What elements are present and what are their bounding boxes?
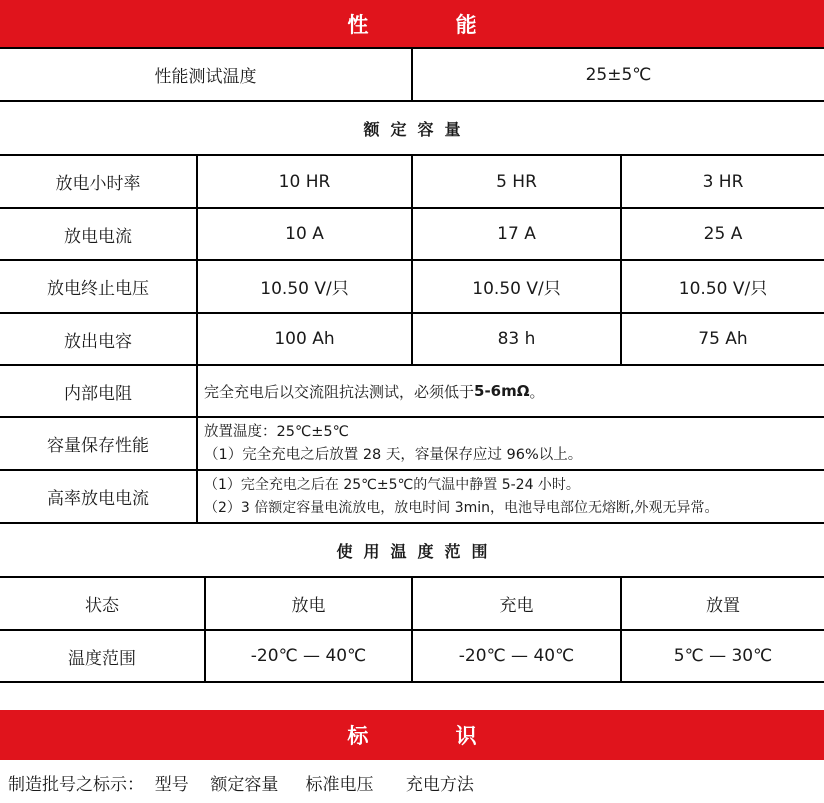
performance-banner: 性 能 — [0, 0, 824, 47]
table-cell: 17 A — [497, 224, 536, 244]
table-cell: 10.50 V/只 — [260, 279, 349, 299]
row-label: 放电电流 — [64, 226, 132, 247]
table-cell: 100 Ah — [274, 329, 335, 349]
table-cell: 10.50 V/只 — [472, 279, 561, 299]
table-cell: 状态 — [85, 596, 119, 616]
capacity-retention-label: 容量保存性能 — [47, 436, 149, 456]
capacity-retention-text — [198, 418, 824, 469]
row-label: 放电终止电压 — [47, 279, 149, 299]
table-cell: 放电 — [291, 596, 326, 616]
rated-capacity-heading: 额定容量 — [363, 119, 472, 139]
capacity-retention-line: 放置温度：25℃±5℃ — [204, 423, 349, 440]
table-cell: 5℃ — 30℃ — [673, 646, 773, 666]
internal-resistance-suffix: 。 — [529, 382, 545, 401]
table-cell: 25 A — [703, 224, 743, 244]
table-cell: 75 Ah — [698, 329, 748, 349]
internal-resistance-text — [198, 366, 824, 416]
table-cell: -20℃ — 40℃ — [458, 646, 575, 666]
internal-resistance-prefix: 完全充电后以交流阻抗法测试，必须低于 — [204, 382, 475, 401]
table-cell: 放置 — [706, 596, 740, 616]
internal-resistance-label: 内部电阻 — [64, 383, 132, 404]
table-cell: 3 HR — [702, 171, 744, 192]
table-cell: -20℃ — 40℃ — [250, 646, 367, 666]
high-rate-label: 高率放电电流 — [47, 489, 149, 509]
row-label: 放出电容 — [64, 331, 132, 352]
table-cell: 10 HR — [278, 171, 331, 192]
table-cell: 充电 — [499, 596, 534, 616]
table-cell: 83 h — [497, 329, 536, 349]
temp-range-heading: 使用温度范围 — [336, 541, 499, 561]
test-temp-value: 25±5℃ — [585, 64, 652, 85]
internal-resistance-value: 5-6mΩ — [474, 382, 530, 400]
high-rate-line: （2）3 倍额定容量电流放电，放电时间 3min，电池导电部位无熔断,外观无异常。 — [204, 499, 719, 516]
high-rate-text — [198, 471, 824, 522]
table-cell: 温度范围 — [68, 648, 136, 669]
high-rate-line: （1）完全充电之后在 25℃±5℃的气温中静置 5-24 小时。 — [204, 476, 580, 493]
row-label: 放电小时率 — [55, 174, 141, 194]
table-cell: 5 HR — [496, 171, 537, 192]
marking-banner: 标 识 — [0, 710, 824, 760]
rule-line — [0, 681, 824, 683]
batch-number-marking-text: 制造批号之标示： 型号 额定容量 标准电压 充电方法 — [8, 775, 474, 795]
table-cell: 10 A — [285, 224, 324, 244]
capacity-retention-line: （1）完全充电之后放置 28 天，容量保存应过 96%以上。 — [204, 446, 583, 463]
test-temp-label: 性能测试温度 — [154, 67, 257, 87]
table-cell: 10.50 V/只 — [678, 279, 768, 299]
